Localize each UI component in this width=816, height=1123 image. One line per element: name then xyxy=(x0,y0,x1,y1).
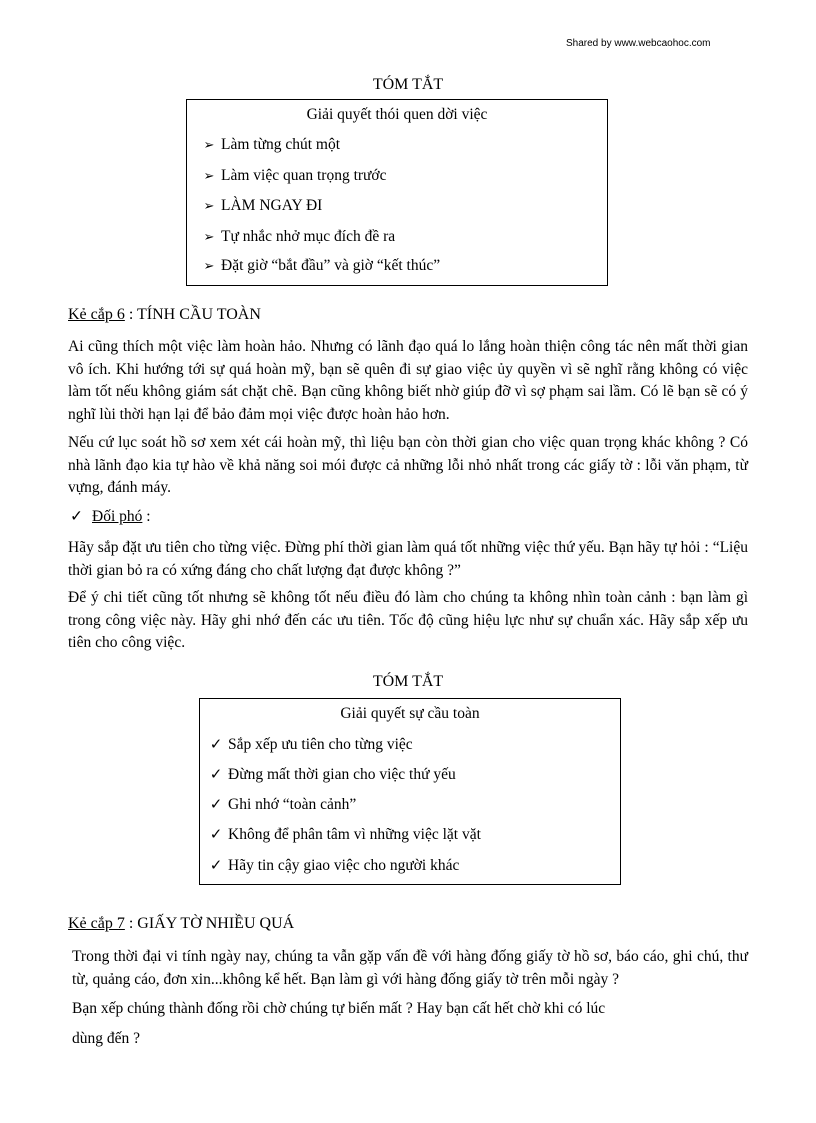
summary-title-2: TÓM TẮT xyxy=(372,673,444,690)
coping-paragraph-2: Để ý chi tiết cũng tốt nhưng sẽ không tốt nếu điều đó làm cho chúng ta không nhìn toàn cảnh : bạn làm gì trong công việc này. Hãy ghi nhớ đến các ưu tiên. Tốc độ cũng hiệu lực như sự chuẩn xác. Hãy sắp xếp ưu tiên cho công việc. xyxy=(68,589,748,651)
arrow-bullet-icon: ➢ xyxy=(203,198,215,213)
summary-item xyxy=(197,257,440,275)
summary-item-text: Sắp xếp ưu tiên cho từng việc xyxy=(228,735,413,753)
summary-item xyxy=(204,765,456,784)
arrow-bullet-icon: ➢ xyxy=(203,258,215,273)
summary-box-1-title: Giải quyết thói quen dời việc xyxy=(306,106,488,123)
summary-item xyxy=(197,197,322,215)
arrow-bullet-icon: ➢ xyxy=(203,229,215,244)
summary-item-text: Hãy tin cậy giao việc cho người khác xyxy=(228,856,460,874)
section-7-heading xyxy=(68,915,294,933)
section-6-paragraph-1: Ai cũng thích một việc làm hoàn hảo. Nhưng có lãnh đạo quá lo lắng hoàn thiện công tác nên mất thời gian vô ích. Khi hướng tới sự quá hoàn mỹ, bạn sẽ quên đi sự giao việc ủy quyền vì sẽ nghĩ rằng không có việc làm tốt nếu không giám sát chặt chẽ. Bạn cũng không biết nhờ giúp đỡ vì sợ phạm sai lầm. Có lẽ bạn sẽ có ý nghĩ lùi thời hạn lại để bảo đảm mọi việc được hoàn hảo hơn. xyxy=(68,338,748,423)
check-bullet-icon: ✓ xyxy=(209,858,223,874)
section-7-line-1: Bạn xếp chúng thành đống rồi chờ chúng tự biến mất ? Hay bạn cất hết chờ khi có lúc xyxy=(72,1000,606,1017)
summary-item-text: Tự nhắc nhở mục đích đề ra xyxy=(221,228,396,245)
summary-item-text: Làm từng chút một xyxy=(221,136,341,153)
coping-suffix: : xyxy=(142,508,151,525)
summary-box-2 xyxy=(199,698,621,885)
summary-item-text: Không để phân tâm vì những việc lặt vặt xyxy=(228,825,481,843)
shared-by-header: Shared by www.webcaohoc.com xyxy=(566,38,711,49)
check-icon: ✓ xyxy=(70,508,83,525)
section-6-paragraph-2: Nếu cứ lục soát hồ sơ xem xét cái hoàn mỹ, thì liệu bạn còn thời gian cho việc quan trọng khác không ? Có nhà lãnh đạo kia tự hào về khả năng soi mói được cả những lỗi nhỏ nhất trong các giấy tờ : lỗi văn phạm, từ vựng, đánh máy. xyxy=(68,434,748,496)
summary-item-text: Đừng mất thời gian cho việc thứ yếu xyxy=(228,765,456,783)
summary-item-text: Đặt giờ “bắt đầu” và giờ “kết thúc” xyxy=(221,257,441,274)
coping-heading xyxy=(70,507,151,526)
summary-item xyxy=(197,167,387,185)
summary-item xyxy=(204,795,356,814)
summary-item xyxy=(197,228,395,246)
section-7-line-2: dùng đến ? xyxy=(72,1030,141,1047)
section-7-title: : GIẤY TỜ NHIỀU QUÁ xyxy=(124,915,295,932)
coping-label: Đối phó xyxy=(92,508,143,525)
arrow-bullet-icon: ➢ xyxy=(203,168,215,183)
summary-title-1: TÓM TẮT xyxy=(372,76,444,93)
summary-item xyxy=(204,825,481,844)
summary-item-text: Ghi nhớ “toàn cảnh” xyxy=(228,795,357,813)
check-bullet-icon: ✓ xyxy=(209,797,223,813)
summary-item xyxy=(204,856,459,875)
section-6-label: Kẻ cắp 6 xyxy=(68,306,125,323)
section-6-heading xyxy=(68,306,261,324)
summary-box-1 xyxy=(186,99,608,286)
summary-box-2-title: Giải quyết sự cầu toàn xyxy=(340,705,480,722)
coping-paragraph-1: Hãy sắp đặt ưu tiên cho từng việc. Đừng phí thời gian làm quá tốt những việc thứ yếu. Bạn hãy tự hỏi : “Liệu thời gian bỏ ra có xứng đáng cho chất lượng đạt được không ?” xyxy=(68,539,748,579)
summary-item xyxy=(204,735,413,754)
section-7-label: Kẻ cắp 7 xyxy=(68,915,125,932)
arrow-bullet-icon: ➢ xyxy=(203,137,215,152)
check-bullet-icon: ✓ xyxy=(209,737,223,753)
check-bullet-icon: ✓ xyxy=(209,827,223,843)
summary-item-text: LÀM NGAY ĐI xyxy=(221,197,323,214)
section-6-title: : TÍNH CẦU TOÀN xyxy=(124,306,261,323)
summary-item xyxy=(197,136,340,154)
check-bullet-icon: ✓ xyxy=(209,767,223,783)
section-7-paragraph: Trong thời đại vi tính ngày nay, chúng ta vẫn gặp vấn đề với hàng đống giấy tờ hồ sơ, báo cáo, ghi chú, thư từ, quảng cáo, đơn xin...không kể hết. Bạn làm gì với hàng đống giấy tờ trên mỗi ngày ? xyxy=(72,948,748,988)
summary-item-text: Làm việc quan trọng trước xyxy=(221,167,387,184)
